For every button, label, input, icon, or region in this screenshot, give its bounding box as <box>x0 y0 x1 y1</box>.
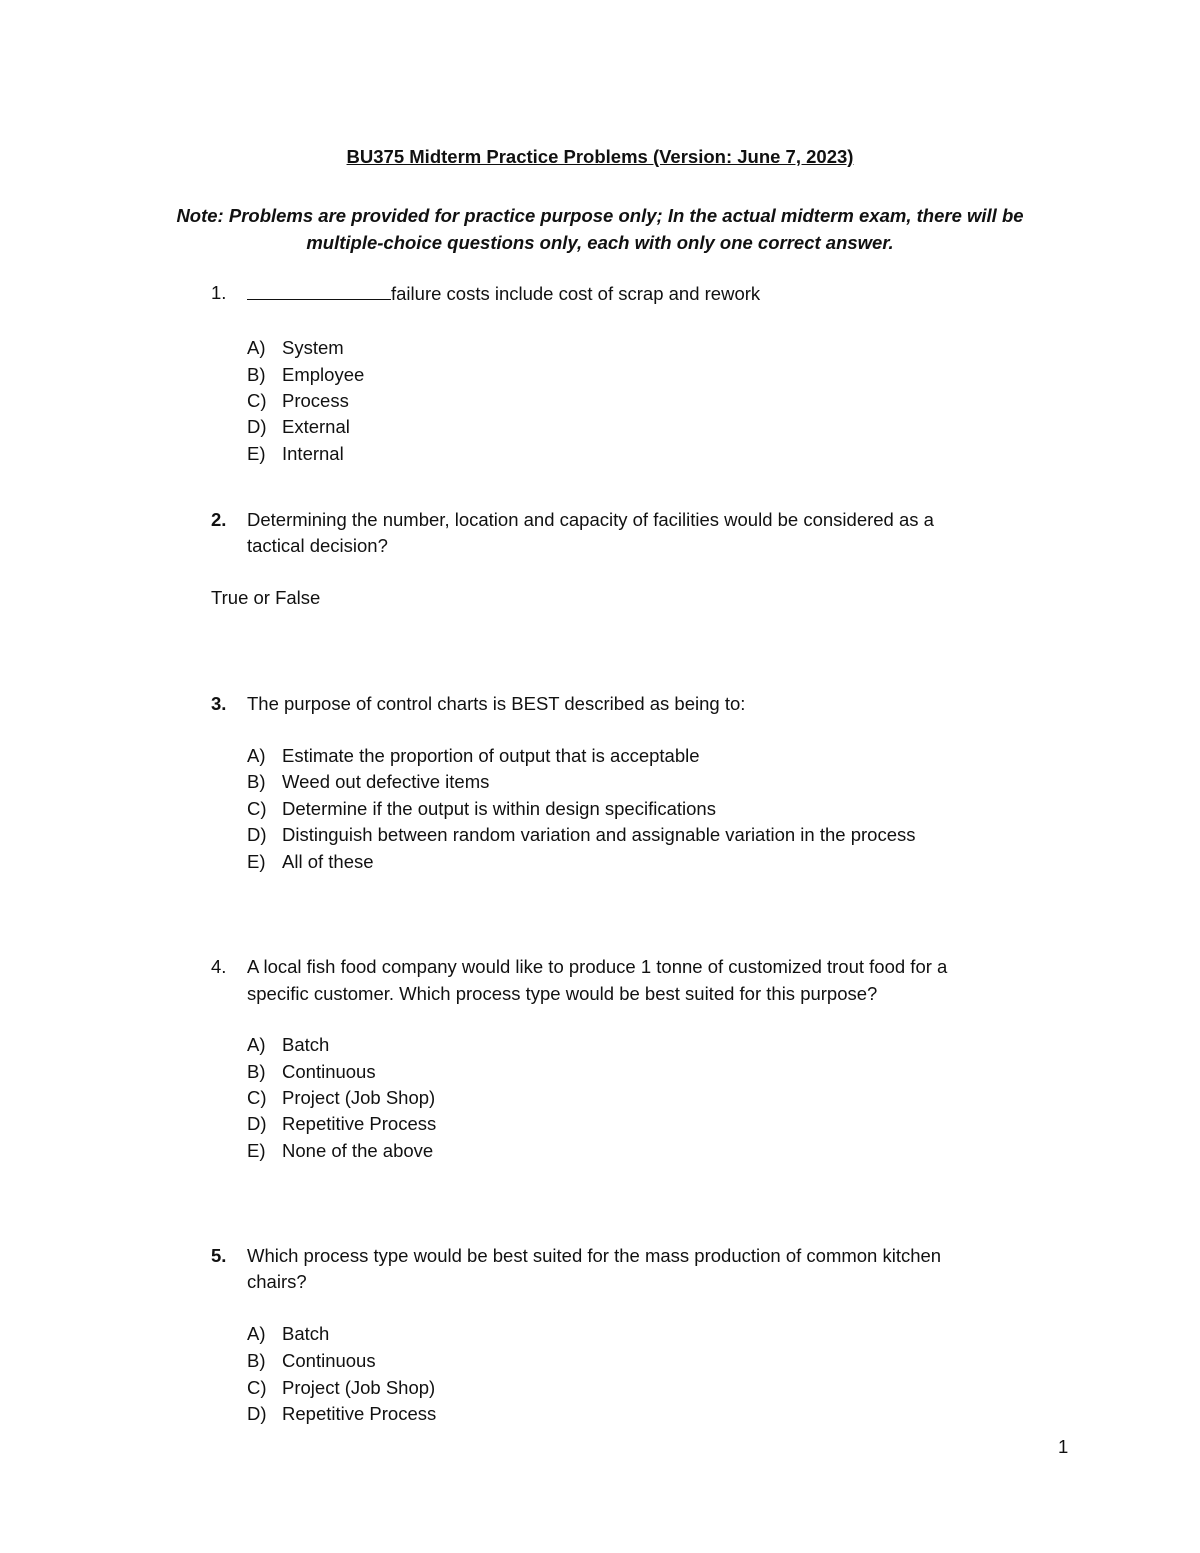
option-letter: D) <box>247 416 267 437</box>
question-text-line: A local fish food company would like to produce 1 tonne of customized trout food for a <box>247 956 948 977</box>
option-letter: C) <box>247 1087 267 1108</box>
question-text-line: Determining the number, location and capacity of facilities would be considered as a <box>247 509 934 530</box>
note-line-2: multiple-choice questions only, each with only one correct answer. <box>306 232 894 253</box>
option-text: Process <box>282 390 349 411</box>
option-letter: A) <box>247 337 266 358</box>
option-letter: A) <box>247 1323 266 1344</box>
option-text: Batch <box>282 1034 330 1055</box>
option-text: Distinguish between random variation and assignable variation in the process <box>282 824 916 845</box>
option-text: Project (Job Shop) <box>282 1087 436 1108</box>
fill-in-blank <box>247 282 391 300</box>
question-number: 3. <box>211 693 227 714</box>
question-text-line: tactical decision? <box>247 535 388 556</box>
option-letter: B) <box>247 364 266 385</box>
option-letter: C) <box>247 390 267 411</box>
option-text: Project (Job Shop) <box>282 1377 436 1398</box>
option-text: None of the above <box>282 1140 434 1161</box>
question-text-line: chairs? <box>247 1271 307 1292</box>
option-text: Batch <box>282 1323 330 1344</box>
option-text: Weed out defective items <box>282 771 490 792</box>
option-text: Repetitive Process <box>282 1403 437 1424</box>
option-letter: B) <box>247 771 266 792</box>
option-letter: A) <box>247 1034 266 1055</box>
note-line-1: Note: Problems are provided for practice purpose only; In the actual midterm exam, there will be <box>176 205 1024 226</box>
question-number: 5. <box>211 1245 227 1266</box>
option-letter: B) <box>247 1350 266 1371</box>
option-text: All of these <box>282 851 374 872</box>
option-text: Estimate the proportion of output that is acceptable <box>282 745 700 766</box>
question-text: failure costs include cost of scrap and rework <box>247 282 760 305</box>
option-text: External <box>282 416 350 437</box>
option-letter: D) <box>247 1403 267 1424</box>
option-letter: C) <box>247 1377 267 1398</box>
option-letter: D) <box>247 1113 267 1134</box>
option-text: Employee <box>282 364 365 385</box>
option-letter: E) <box>247 851 266 872</box>
question-number: 1. <box>211 282 227 303</box>
document-title: BU375 Midterm Practice Problems (Version: June 7, 2023) <box>346 146 854 167</box>
option-text: Repetitive Process <box>282 1113 437 1134</box>
option-letter: C) <box>247 798 267 819</box>
question-number: 4. <box>211 956 227 977</box>
answer-format: True or False <box>211 587 321 608</box>
question-text-line: The purpose of control charts is BEST described as being to: <box>247 693 746 714</box>
page-number: 1 <box>1058 1436 1069 1457</box>
option-text: Continuous <box>282 1061 376 1082</box>
question-text-line: specific customer. Which process type would be best suited for this purpose? <box>247 983 878 1004</box>
option-text: Determine if the output is within design specifications <box>282 798 716 819</box>
option-letter: A) <box>247 745 266 766</box>
question-number: 2. <box>211 509 227 530</box>
option-letter: D) <box>247 824 267 845</box>
option-text: Continuous <box>282 1350 376 1371</box>
option-letter: E) <box>247 1140 266 1161</box>
option-letter: E) <box>247 443 266 464</box>
question-text-line: Which process type would be best suited for the mass production of common kitchen <box>247 1245 942 1266</box>
option-text: System <box>282 337 344 358</box>
option-letter: B) <box>247 1061 266 1082</box>
option-text: Internal <box>282 443 344 464</box>
